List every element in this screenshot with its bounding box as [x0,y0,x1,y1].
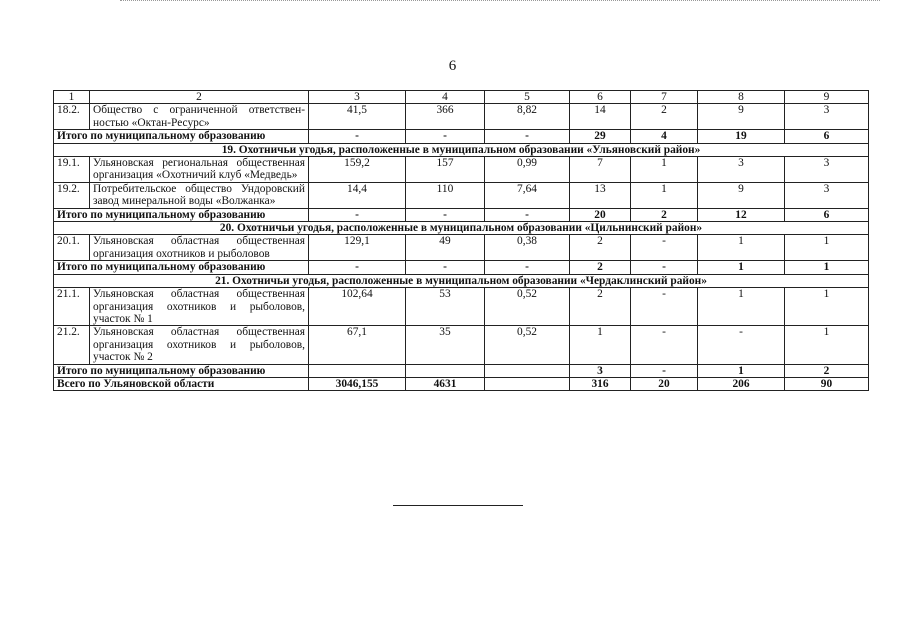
value-cell-c3: 129,1 [309,235,406,261]
row-number: 19.2. [54,182,90,208]
value-cell-c7: 2 [631,104,698,130]
value-cell-c9: 3 [785,157,869,183]
header-cell: 1 [54,91,90,104]
value-cell-c8: 3 [698,157,785,183]
total-cell-c8: 1 [698,364,785,377]
total-cell-c3: - [309,261,406,274]
value-cell-c6: 7 [570,157,631,183]
value-cell-c7: - [631,326,698,364]
total-cell-c7: - [631,261,698,274]
header-cell: 7 [631,91,698,104]
scan-edge-artifact [120,0,880,5]
header-cell: 2 [90,91,309,104]
value-cell-c5: 0,52 [485,288,570,326]
grand-total-label: Всего по Ульяновской области [54,377,309,390]
header-cell: 9 [785,91,869,104]
value-cell-c8: 1 [698,288,785,326]
table-row [54,182,869,208]
value-cell-c6: 1 [570,326,631,364]
total-cell-c8: 1 [698,261,785,274]
table-row [54,288,869,326]
value-cell-c5: 8,82 [485,104,570,130]
total-cell-c4: - [406,208,485,221]
subtotal-label: Итого по муниципальному образованию [54,130,309,143]
total-cell-c3 [309,364,406,377]
total-cell-c5: - [485,208,570,221]
organization-name: Потребительское общество Ундоровский завод минеральной воды «Волжанка» [90,182,309,208]
subtotal-label: Итого по муниципальному образованию [54,261,309,274]
organization-name: Ульяновская областная общественная организация охотников и рыболовов, участок № 1 [90,288,309,326]
value-cell-c5: 0,99 [485,157,570,183]
value-cell-c4: 35 [406,326,485,364]
header-cell: 5 [485,91,570,104]
value-cell-c4: 366 [406,104,485,130]
value-cell-c4: 49 [406,235,485,261]
value-cell-c9: 3 [785,104,869,130]
total-cell-c6: 3 [570,364,631,377]
section-heading-row [54,143,869,156]
header-cell: 4 [406,91,485,104]
value-cell-c6: 13 [570,182,631,208]
total-cell-c9: 1 [785,261,869,274]
value-cell-c4: 110 [406,182,485,208]
value-cell-c5: 0,52 [485,326,570,364]
value-cell-c7: 1 [631,182,698,208]
value-cell-c7: - [631,288,698,326]
total-cell-c6: 29 [570,130,631,143]
value-cell-c3: 67,1 [309,326,406,364]
header-row [54,91,869,104]
total-cell-c7: 2 [631,208,698,221]
value-cell-c4: 157 [406,157,485,183]
hunting-grounds-table [53,90,869,391]
total-cell-c6: 20 [570,208,631,221]
subtotal-row [54,130,869,143]
total-cell-c5: - [485,130,570,143]
row-number: 21.2. [54,326,90,364]
footer-rule [393,505,523,506]
total-cell-c4 [406,364,485,377]
total-cell-c7: 4 [631,130,698,143]
value-cell-c6: 14 [570,104,631,130]
value-cell-c9: 1 [785,288,869,326]
value-cell-c3: 41,5 [309,104,406,130]
table-row [54,326,869,364]
value-cell-c6: 2 [570,288,631,326]
organization-name: Ульяновская областная общественная организация охотников и рыболовов, участок № 2 [90,326,309,364]
value-cell-c3: 102,64 [309,288,406,326]
section-heading-row [54,222,869,235]
total-cell-c8: 12 [698,208,785,221]
row-number: 19.1. [54,157,90,183]
organization-name: Ульяновская областная общественная организация охотников и рыболовов [90,235,309,261]
organization-name: Ульяновская региональная общественная организация «Охотничий клуб «Медведь» [90,157,309,183]
value-cell-c6: 2 [570,235,631,261]
value-cell-c3: 14,4 [309,182,406,208]
row-number: 18.2. [54,104,90,130]
row-number: 21.1. [54,288,90,326]
section-title: 19. Охотничьи угодья, расположенные в муниципальном образовании «Ульяновский район» [54,143,869,156]
value-cell-c8: 9 [698,182,785,208]
grand-total-row [54,377,869,390]
value-cell-c8: 9 [698,104,785,130]
table-body [54,91,869,391]
total-cell-c3: - [309,208,406,221]
total-cell-c4: 4631 [406,377,485,390]
value-cell-c8: 1 [698,235,785,261]
table-row [54,104,869,130]
total-cell-c9: 6 [785,130,869,143]
total-cell-c4: - [406,130,485,143]
subtotal-label: Итого по муниципальному образованию [54,208,309,221]
total-cell-c5: - [485,261,570,274]
subtotal-row [54,208,869,221]
total-cell-c8: 19 [698,130,785,143]
total-cell-c7: 20 [631,377,698,390]
section-title: 20. Охотничьи угодья, расположенные в муниципальном образовании «Цильнинский район» [54,222,869,235]
value-cell-c8: - [698,326,785,364]
total-cell-c5 [485,377,570,390]
value-cell-c7: 1 [631,157,698,183]
header-cell: 3 [309,91,406,104]
value-cell-c9: 3 [785,182,869,208]
value-cell-c4: 53 [406,288,485,326]
organization-name: Общество с ограниченной ответствен-ностью «Октан-Ресурс» [90,104,309,130]
section-title: 21. Охотничьи угодья, расположенные в муниципальном образовании «Чердаклинский район» [54,274,869,287]
table-row [54,235,869,261]
total-cell-c3: - [309,130,406,143]
value-cell-c5: 0,38 [485,235,570,261]
value-cell-c5: 7,64 [485,182,570,208]
value-cell-c3: 159,2 [309,157,406,183]
page-number: 6 [448,58,457,74]
subtotal-row [54,364,869,377]
total-cell-c7: - [631,364,698,377]
table-row [54,157,869,183]
total-cell-c9: 6 [785,208,869,221]
value-cell-c7: - [631,235,698,261]
subtotal-label: Итого по муниципальному образованию [54,364,309,377]
total-cell-c4: - [406,261,485,274]
value-cell-c9: 1 [785,235,869,261]
section-heading-row [54,274,869,287]
total-cell-c6: 2 [570,261,631,274]
header-cell: 6 [570,91,631,104]
total-cell-c5 [485,364,570,377]
value-cell-c9: 1 [785,326,869,364]
header-cell: 8 [698,91,785,104]
total-cell-c9: 90 [785,377,869,390]
total-cell-c8: 206 [698,377,785,390]
subtotal-row [54,261,869,274]
total-cell-c9: 2 [785,364,869,377]
total-cell-c3: 3046,155 [309,377,406,390]
row-number: 20.1. [54,235,90,261]
total-cell-c6: 316 [570,377,631,390]
